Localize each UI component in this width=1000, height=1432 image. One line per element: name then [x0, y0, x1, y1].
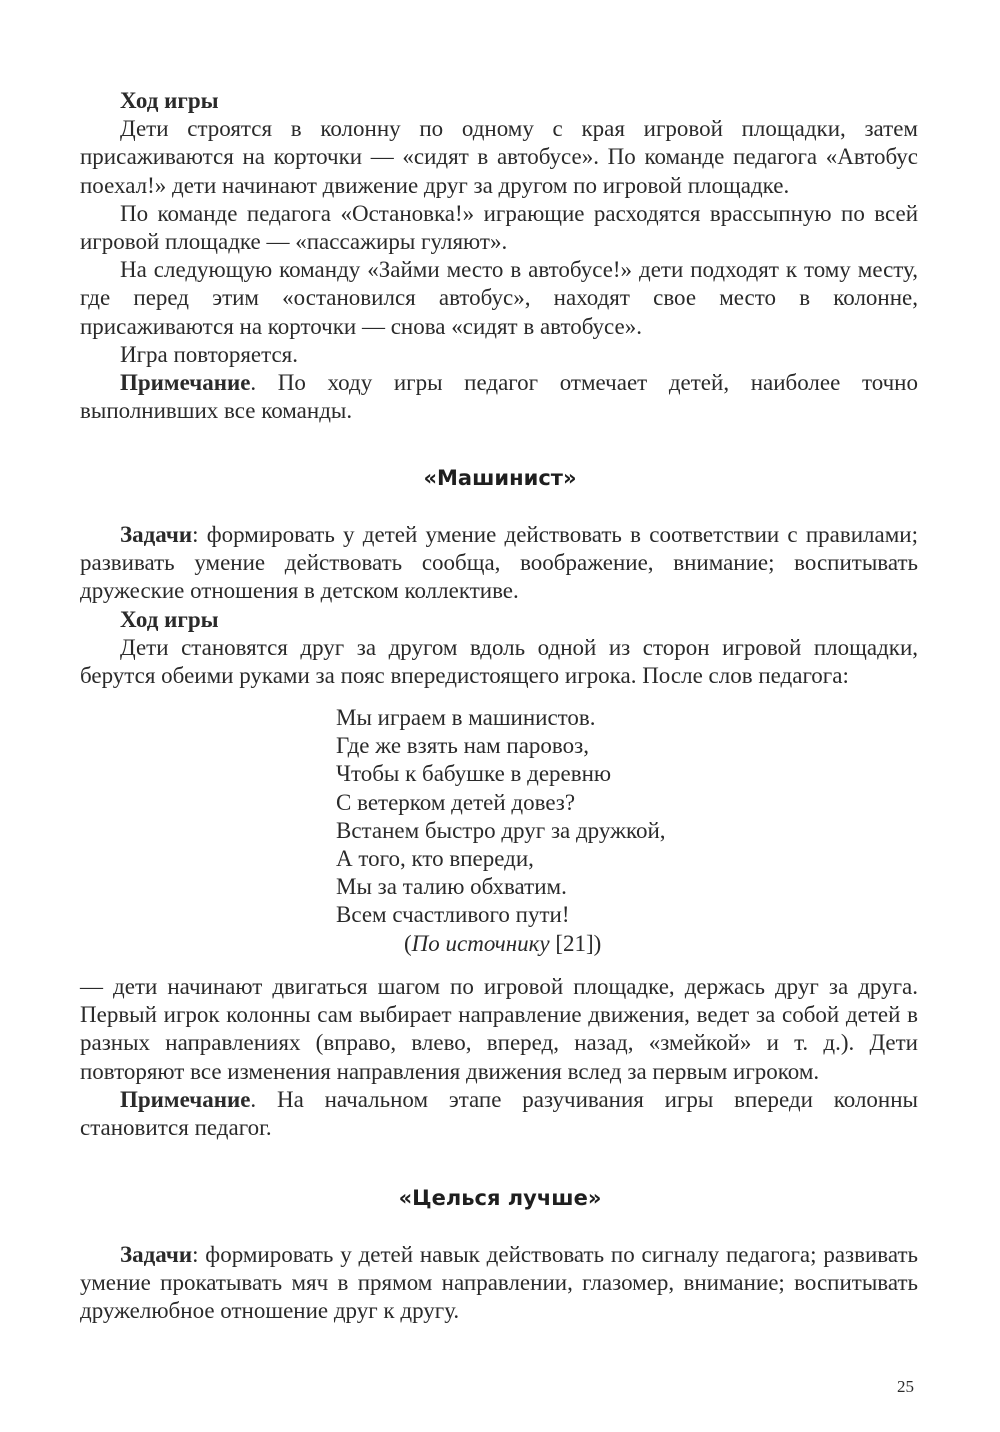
poem-line: А того, кто впереди,: [336, 846, 534, 872]
tasks-label: Задачи: [120, 1242, 193, 1267]
poem-line: Где же взять нам паровоз,: [336, 733, 589, 759]
note-label: Примечание: [120, 370, 251, 396]
tasks-text: : формировать у детей навык действовать по сигналу педагога; развивать умение прокатывать мяч в прямом направлении, глазомер, внимание; воспитывать дружелюбное отношение друг к другу.: [80, 1242, 918, 1324]
poem: [336, 704, 666, 958]
page-number: 25: [897, 1377, 914, 1396]
poem-line: Мы за талию обхватим.: [336, 874, 567, 900]
note-text: . По ходу игры педагог отмечает детей, наиболее точно выполнивших все команды.: [80, 370, 918, 424]
poem-line: Всем счастливого пути!: [336, 902, 570, 928]
game-title: «Целься лучше»: [398, 1186, 602, 1210]
poem-line: Встанем быстро друг за дружкой,: [336, 817, 666, 843]
note-paragraph: [80, 369, 918, 425]
game2-section: [80, 521, 918, 690]
paragraph: По команде педагога «Остановка!» играющие расходятся врассыпную по всей игровой площадке — «пассажиры гуляют».: [80, 200, 918, 255]
game-progress-heading: Ход игры: [120, 88, 219, 113]
game3-section: [80, 1241, 918, 1326]
poem-line: Мы играем в машинистов.: [336, 705, 596, 730]
game-progress-heading: Ход игры: [120, 606, 219, 632]
tasks-paragraph: [80, 1241, 918, 1326]
poem-source: (По источнику [21]): [404, 930, 602, 956]
tasks-label: Задачи: [120, 522, 193, 547]
game1-section: [80, 87, 918, 425]
note-label: Примечание: [120, 1086, 251, 1112]
source-italic: По источнику: [411, 930, 550, 956]
game-title: «Машинист»: [423, 466, 577, 490]
tasks-text: : формировать у детей умение действовать в соответствии с правилами; развивать умение действовать сообща, воображение, внимание; воспитывать дружеские отношения в детском коллективе.: [80, 522, 918, 604]
paragraph: — дети начинают двигаться шагом по игровой площадке, держась друг за друга. Первый игрок колонны сам выбирает направление движения, ведет за собой детей в разных направлениях (вправо, влево, вперед, назад, «змейкой» и т. д.). Дети повторяют все изменения направления движения вслед за первым игроком.: [80, 974, 918, 1084]
note-paragraph: [80, 1086, 918, 1142]
poem-line: С ветерком детей довез?: [336, 789, 576, 815]
paragraph: Дети строятся в колонну по одному с края игровой площадки, затем присаживаются на корточки — «сидят в автобусе». По команде педагога «Автобус поехал!» дети начинают движение друг за другом по игровой площадке.: [80, 116, 918, 198]
note-text: . На начальном этапе разучивания игры впереди колонны становится педагог.: [80, 1086, 918, 1141]
poem-line: Чтобы к бабушке в деревню: [336, 761, 612, 787]
game2-continuation: [80, 973, 918, 1142]
paragraph: На следующую команду «Займи место в автобусе!» дети подходят к тому месту, где перед этим «остановился автобус», находят свое место в колонне, присаживаются на корточки — снова «сидят в автобусе».: [80, 257, 918, 339]
paragraph: Игра повторяется.: [120, 341, 299, 367]
tasks-paragraph: [80, 521, 918, 606]
paragraph: Дети становятся друг за другом вдоль одной из сторон игровой площадки, берутся обеими руками за пояс впередистоящего игрока. После слов педагога:: [80, 634, 918, 689]
